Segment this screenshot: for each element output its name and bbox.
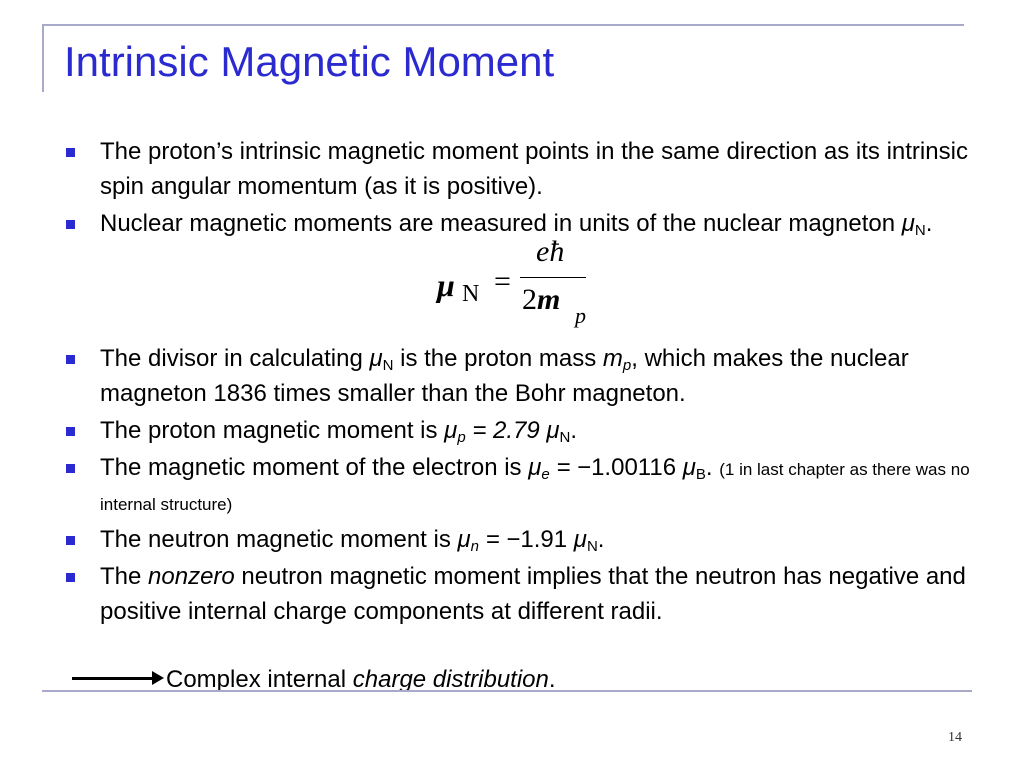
bullet-divisor [62, 341, 972, 411]
subscript [471, 538, 479, 555]
bullet-text: , which makes the nuclear magneton 1836 times smaller than the Bohr magneton. [100, 345, 909, 407]
nuclear-magneton-formula [62, 235, 972, 335]
mu-symbol: μ [573, 526, 587, 553]
formula-denominator [522, 283, 586, 328]
mu-symbol: μ [901, 210, 915, 237]
formula-equals: = [494, 265, 511, 298]
bullet-text: neutron magnetic moment implies that the neutron has negative and positive internal charge components at different radii. [100, 563, 966, 625]
bullet-text: The proton magnetic moment is [100, 417, 445, 444]
bullet-text: . [705, 454, 720, 481]
formula-den-m: m [537, 283, 561, 316]
slide-title: Intrinsic Magnetic Moment [64, 38, 555, 85]
bullet-square-icon [66, 355, 75, 364]
conclusion-suffix: . [548, 666, 556, 693]
subscript: N [914, 222, 926, 239]
bullet-square-icon [66, 573, 75, 582]
bullet-square-icon [66, 427, 75, 436]
equals: = [549, 454, 578, 481]
mu-symbol: μ [457, 526, 471, 553]
formula-numerator: eħ [536, 235, 565, 268]
mu-symbol: μ [369, 345, 383, 372]
p-symbol: p [457, 429, 466, 446]
conclusion-emphasis: charge distribution [352, 666, 549, 693]
formula-mu-subscript: N [462, 281, 480, 307]
frame-top-line [42, 24, 964, 26]
neutron-moment-value: −1.91 [506, 526, 574, 553]
proton-moment-value: = 2.79 [465, 417, 547, 444]
bullet-text: . [570, 417, 578, 444]
arrow-right-icon [152, 671, 164, 685]
subscript [457, 429, 465, 446]
bullet-neutron-moment [62, 522, 972, 557]
bullet-text: . [925, 210, 933, 237]
equals: = [479, 526, 507, 553]
p-symbol: p [622, 357, 632, 374]
emphasis-nonzero: nonzero [148, 563, 235, 590]
mu-symbol: μ [444, 417, 458, 444]
bullet-text: The [100, 563, 149, 590]
bullet-text: The neutron magnetic moment is [100, 526, 458, 553]
subscript: N [559, 429, 571, 446]
bullet-nuclear-magneton [62, 206, 972, 241]
conclusion-prefix: Complex internal [166, 666, 353, 693]
bullet-square-icon [66, 536, 75, 545]
mu-symbol: μ [682, 454, 696, 481]
bullet-square-icon [66, 148, 75, 157]
e-symbol: e [541, 466, 550, 483]
n-symbol: n [470, 538, 480, 555]
arrow-shaft [72, 677, 156, 680]
bullet-square-icon [66, 220, 75, 229]
subscript [541, 466, 549, 483]
frame-bottom-line [42, 690, 972, 692]
mu-symbol: μ [528, 454, 542, 481]
electron-moment-value: −1.00116 [577, 454, 683, 481]
bullet-text: The divisor in calculating [100, 345, 370, 372]
electron-note: (1 in last chapter as there was no internal structure) [100, 460, 970, 514]
bullet-text: . [597, 526, 605, 553]
bullet-list [62, 134, 972, 631]
subscript [623, 357, 631, 374]
bullet-square-icon [66, 464, 75, 473]
formula-mu: μ [437, 267, 455, 303]
page-number: 14 [948, 730, 962, 745]
formula-den-two: 2 [522, 283, 537, 316]
subscript: N [586, 538, 598, 555]
bullet-proton-direction [62, 134, 972, 204]
bullet-nonzero-neutron [62, 559, 972, 629]
mu-symbol: μ [546, 417, 560, 444]
bullet-text: Nuclear magnetic moments are measured in units of the nuclear magneton [100, 210, 902, 237]
bullet-electron-moment [62, 450, 972, 520]
formula-den-p: p [575, 303, 586, 328]
subscript: N [382, 357, 394, 374]
frame-left-line [42, 24, 44, 92]
bullet-text: The magnetic moment of the electron is [100, 454, 529, 481]
formula-fraction-bar [520, 277, 586, 278]
bullet-text: is the proton mass [393, 345, 603, 372]
subscript: B [695, 466, 706, 483]
bullet-proton-moment [62, 413, 972, 448]
m-symbol: m [602, 345, 623, 372]
bullet-text: The proton’s intrinsic magnetic moment points in the same direction as its intrinsic spin angular momentum (as it is positive). [100, 138, 968, 200]
